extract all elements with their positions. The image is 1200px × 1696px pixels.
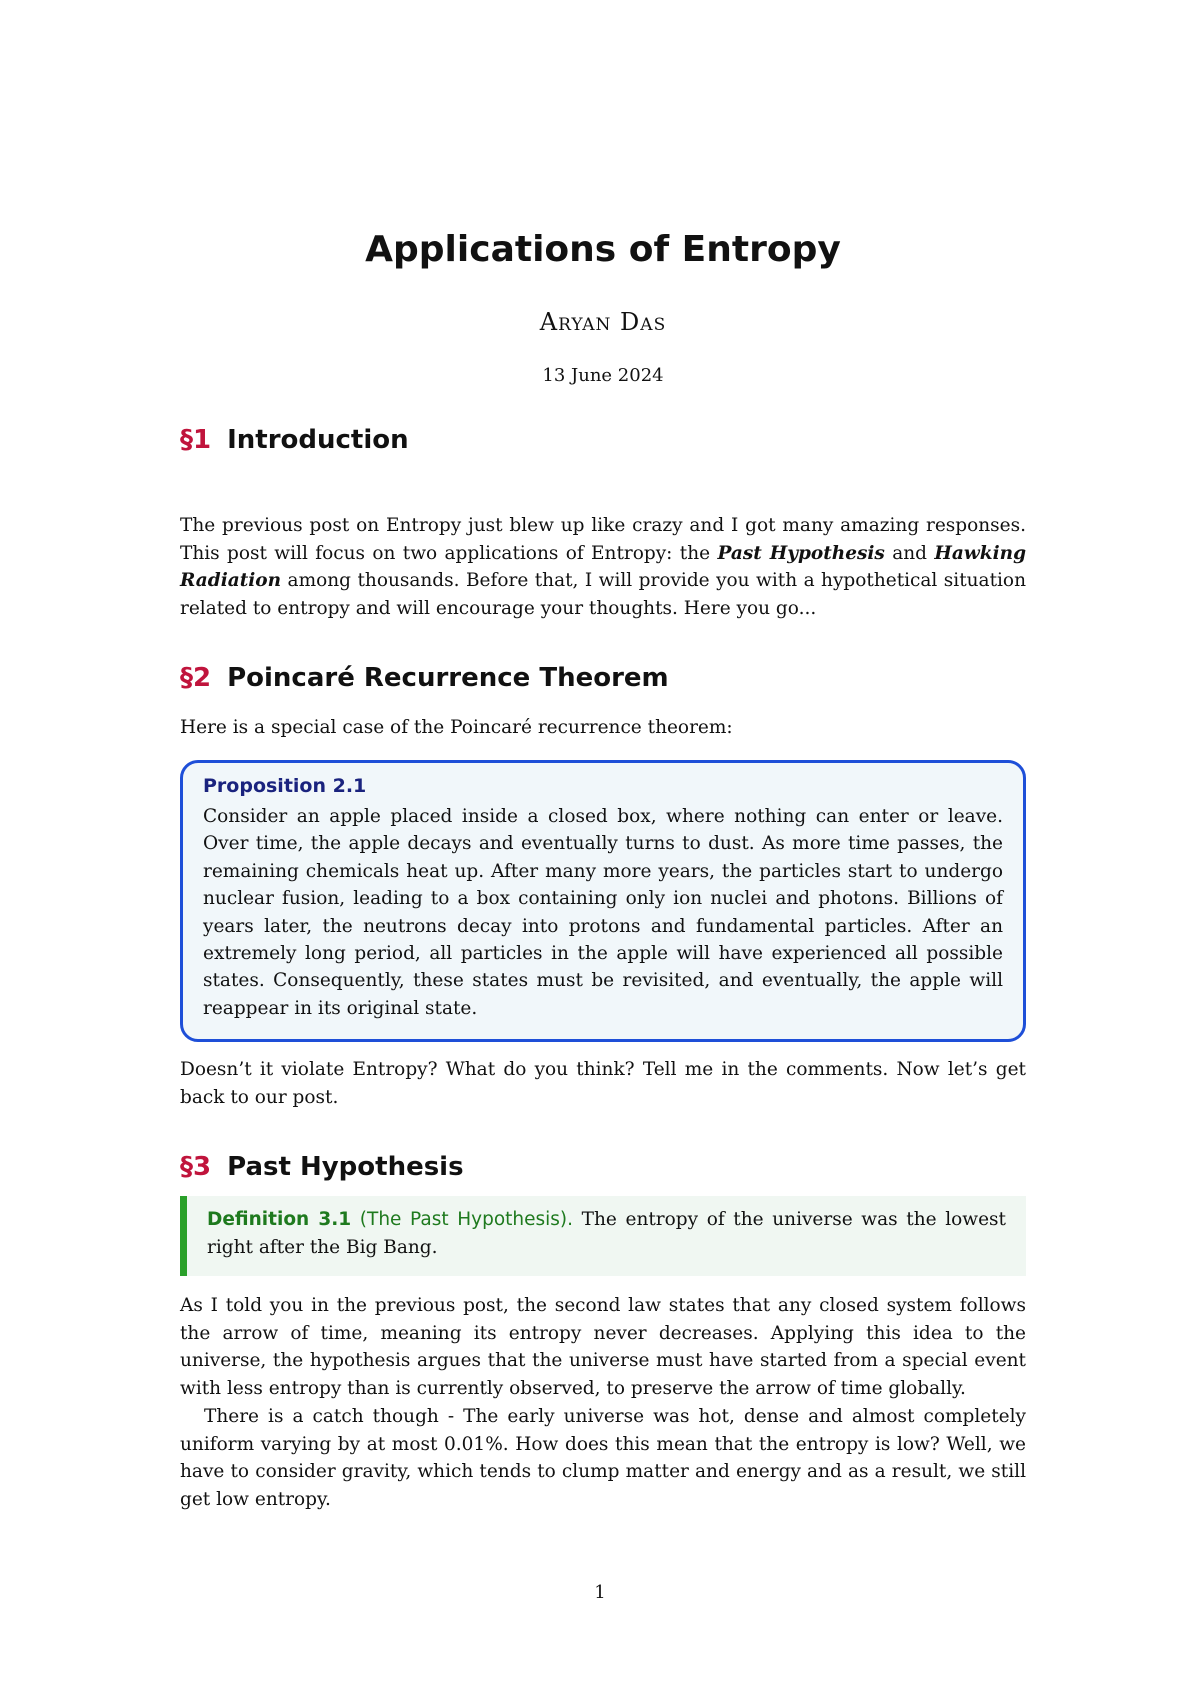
section-heading-poincare	[180, 661, 1026, 695]
definition-label: Definition 3.1	[207, 1209, 352, 1230]
past-hypothesis-paragraph-1: As I told you in the previous post, the second law states that any closed system follows the arrow of time, meaning its entropy never decreases. Applying this idea to the universe, the hypothesis argues that the universe must have started from a special event with less entropy than is currently observed, to preserve the arrow of time globally.	[180, 1295, 1026, 1399]
section-heading-introduction	[180, 423, 1026, 457]
document-date: 13 June 2024	[542, 365, 664, 386]
poincare-after-paragraph: Doesn’t it violate Entropy? What do you think? Tell me in the comments. Now let’s get back to our post.	[180, 1059, 1026, 1108]
document-title: Applications of Entropy	[365, 229, 841, 270]
section-title: Introduction	[227, 425, 409, 455]
document-author: Aryan Das	[539, 308, 667, 336]
proposition-body: Consider an apple placed inside a closed box, where nothing can enter or leave. Over time, the apple decays and eventually turns to dust. As more time passes, the remaining chemicals heat up. After many more years, the particles start to undergo nuclear fusion, leading to a box containing only ion nuclei and photons. Billions of years later, the neutrons decay into protons and fundamental particles. After an extremely long period, all particles in the apple will have experienced all possible states. Consequently, these states must be revisited, and eventually, the apple will reappear in its original state.	[203, 806, 1003, 1019]
definition-box	[180, 1196, 1026, 1276]
section-title: Past Hypothesis	[227, 1152, 464, 1182]
section-number: §1	[180, 425, 212, 455]
past-hypothesis-paragraph-2: There is a catch though - The early universe was hot, dense and almost completely uniform varying by at most 0.01%. How does this mean that the entropy is low? Well, we have to consider gravity, which tends to clump matter and energy and as a result, we still get low entropy.	[180, 1406, 1026, 1510]
intro-text-3: among thousands. Before that, I will provide you with a hypothetical situation related to entropy and will encourage your thoughts. Here you go...	[180, 570, 1026, 619]
section-number: §2	[180, 663, 212, 693]
proposition-label: Proposition 2.1	[203, 775, 367, 797]
intro-text-1: The previous post on Entropy just blew up like crazy and I got many amazing responses. This post will focus on two applications of Entropy: the	[180, 515, 1026, 564]
section-title: Poincaré Recurrence Theorem	[227, 663, 669, 693]
intro-emphasis-hawking-radiation: Hawking Radiation	[180, 542, 1026, 591]
intro-text-2: and	[884, 542, 935, 564]
definition-body: The entropy of the universe was the lowest right after the Big Bang.	[207, 1209, 1006, 1258]
proposition-box	[180, 760, 1026, 1042]
intro-emphasis-past-hypothesis: Past Hypothesis	[717, 542, 885, 564]
intro-paragraph	[180, 512, 1026, 622]
section-number: §3	[180, 1152, 212, 1182]
definition-name: (The Past Hypothesis).	[359, 1209, 574, 1230]
page-number: 1	[594, 1582, 606, 1603]
section-heading-past-hypothesis	[180, 1150, 1026, 1184]
poincare-lead-paragraph: Here is a special case of the Poincaré recurrence theorem:	[180, 717, 733, 738]
